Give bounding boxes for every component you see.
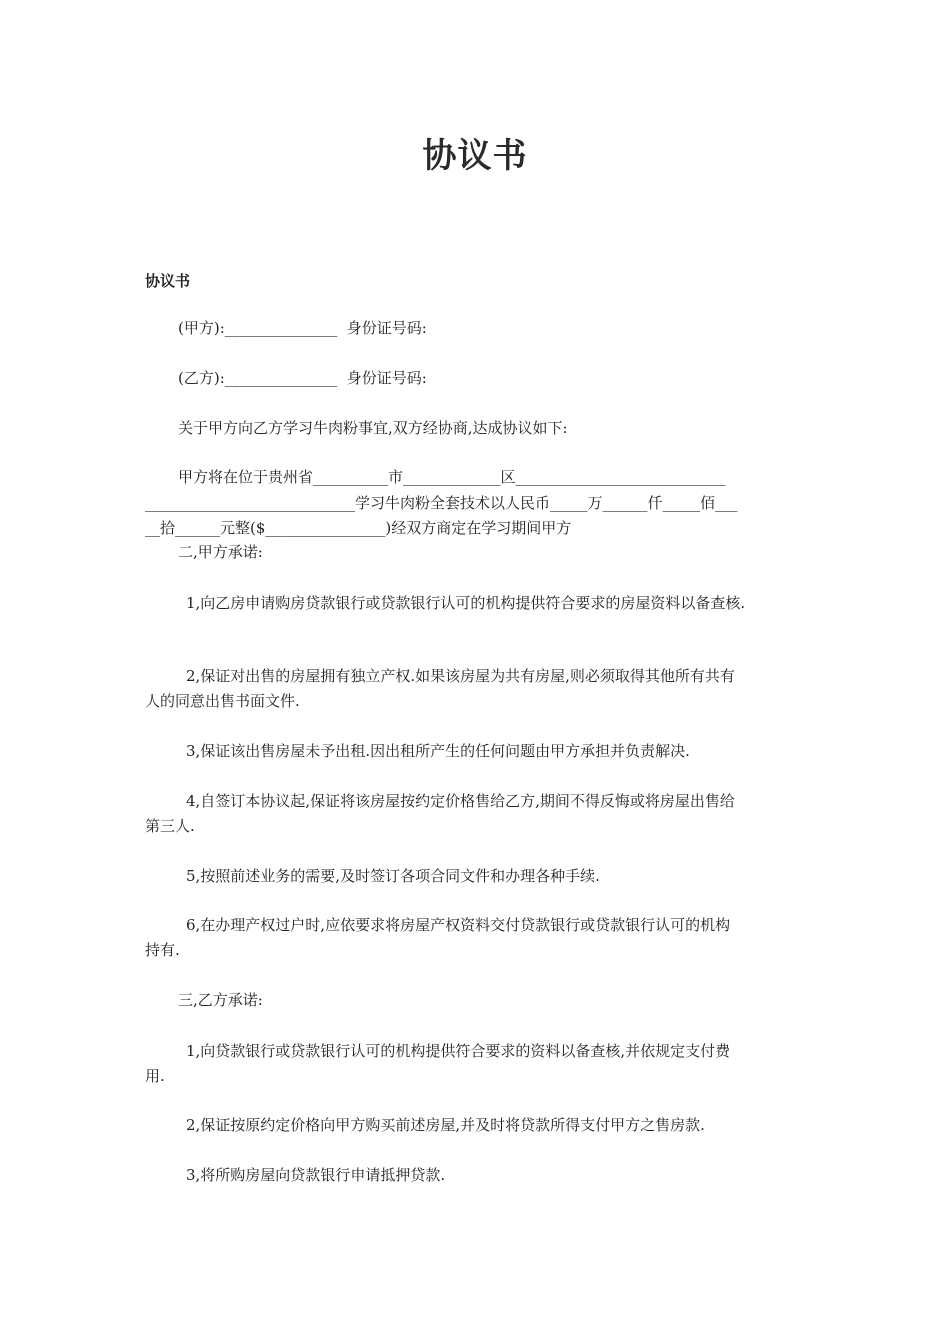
section2-item: 6,在办理产权过户时,应依要求将房屋产权资料交付贷款银行或贷款银行认可的机构 [186,916,731,934]
clause1-line: ____________________________学习牛肉粉全套技术以人民币_____万______仟_____佰___ [145,494,738,512]
document-subtitle: 协议书 [145,272,191,290]
section2-item: 2,保证对出售的房屋拥有独立产权.如果该房屋为共有房屋,则必须取得其他所有共有 [186,667,735,685]
section2-item: 3,保证该出售房屋未予出租.因出租所产生的任何问题由甲方承担并负责解决. [186,742,690,760]
section2-item: 4,自签订本协议起,保证将该房屋按约定价格售给乙方,期间不得反悔或将房屋出售给 [186,792,735,810]
section3-item: 1,向贷款银行或贷款银行认可的机构提供符合要求的资料以备查核,并依规定支付费 [186,1042,731,1060]
intro-paragraph: 关于甲方向乙方学习牛肉粉事宜,双方经协商,达成协议如下: [178,419,568,437]
section2-item: 5,按照前述业务的需要,及时签订各项合同文件和办理各种手续. [186,867,600,885]
section3-heading: 三,乙方承诺: [178,991,263,1009]
section3-item: 用. [145,1067,165,1085]
section2-heading: 二,甲方承诺: [178,543,263,561]
clause1-line: __拾______元整($________________)经双方商定在学习期间甲方 [145,519,572,537]
section2-item: 第三人. [145,817,195,835]
clause1-line: 甲方将在位于贵州省__________市_____________区____________________________ [178,468,726,486]
party-a-line: (甲方):_______________ 身份证号码: [178,319,427,337]
section2-item: 人的同意出售书面文件. [145,692,300,710]
section3-item: 3,将所购房屋向贷款银行申请抵押贷款. [186,1166,446,1184]
section2-item: 持有. [145,941,180,959]
section3-item: 2,保证按原约定价格向甲方购买前述房屋,并及时将贷款所得支付甲方之售房款. [186,1116,705,1134]
document-title: 协议书 [422,136,528,176]
section2-item: 1,向乙房申请购房贷款银行或贷款银行认可的机构提供符合要求的房屋资料以备查核. [186,594,746,612]
party-b-line: (乙方):_______________ 身份证号码: [178,369,427,387]
